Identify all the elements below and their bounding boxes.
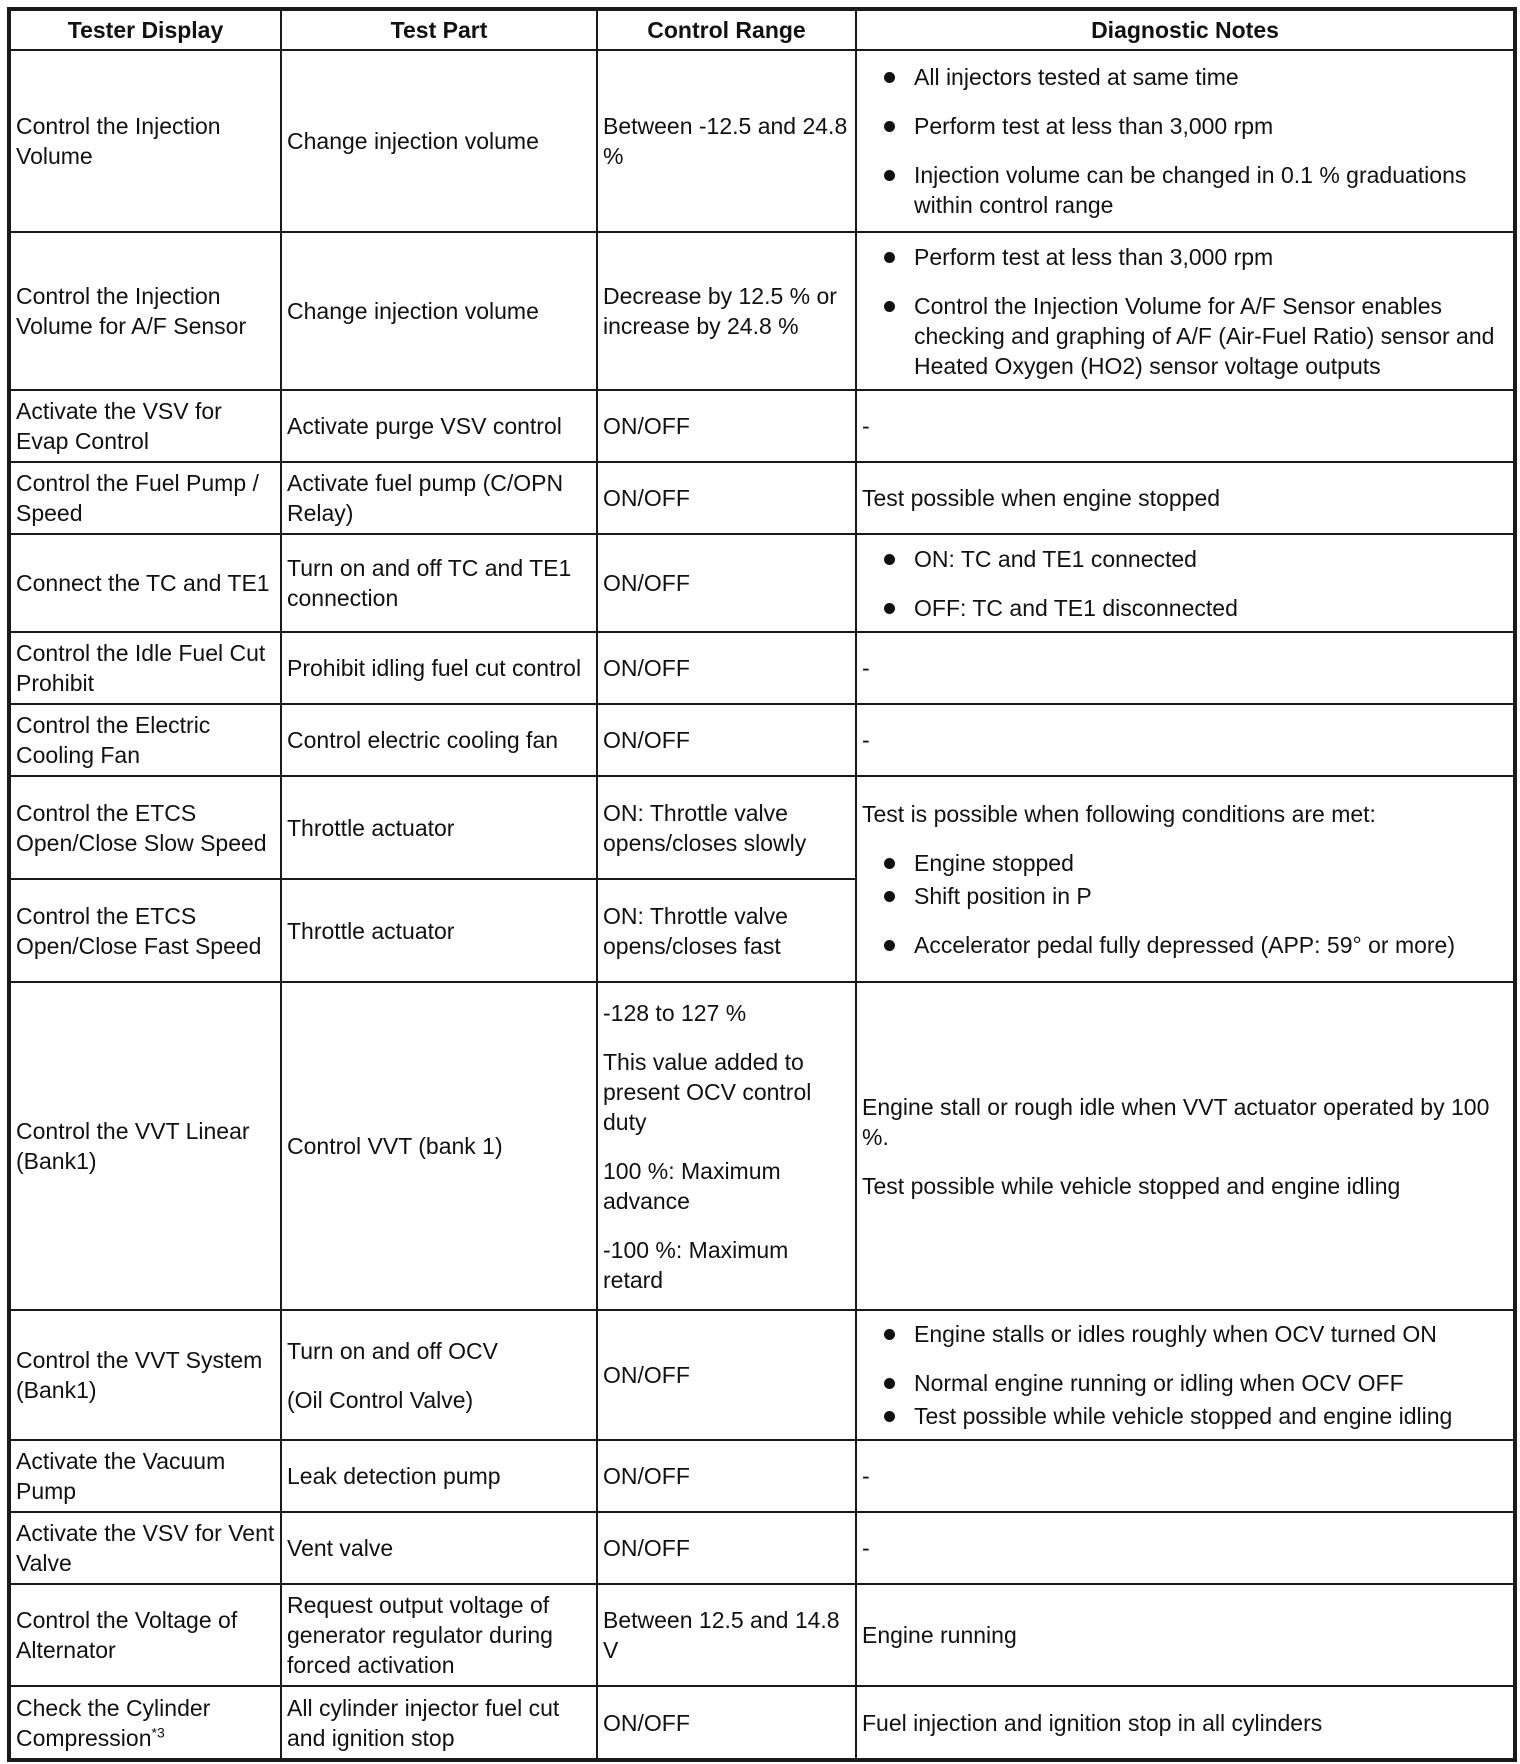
test-part-cell: Turn on and off TC and TE1 connection: [281, 534, 597, 632]
tester-display-cell: Control the Injection Volume for A/F Sensor: [9, 232, 281, 390]
test-part-cell: Activate purge VSV control: [281, 390, 597, 462]
control-range-cell: ON/OFF: [597, 1512, 856, 1584]
diagnostic-notes-cell: -: [856, 1512, 1515, 1584]
tester-display-cell: Control the VVT Linear (Bank1): [9, 982, 281, 1310]
diagnostic-notes-cell: [856, 982, 1515, 1310]
note-line: Engine stall or rough idle when VVT actuator operated by 100 %.: [862, 1093, 1490, 1150]
tester-display-cell: Control the ETCS Open/Close Fast Speed: [9, 879, 281, 982]
control-range-cell: ON/OFF: [597, 1310, 856, 1440]
test-part-cell: Change injection volume: [281, 232, 597, 390]
control-range-cell: ON/OFF: [597, 534, 856, 632]
range-line: 100 %: Maximum advance: [603, 1157, 781, 1214]
table-row: [9, 704, 1515, 776]
control-range-cell: Decrease by 12.5 % or increase by 24.8 %: [597, 232, 856, 390]
test-part-cell: Leak detection pump: [281, 1440, 597, 1512]
diagnostic-notes-cell: Fuel injection and ignition stop in all cylinders: [856, 1686, 1515, 1760]
test-part-cell: Activate fuel pump (C/OPN Relay): [281, 462, 597, 534]
test-part-cell: Control VVT (bank 1): [281, 982, 597, 1310]
footnote-marker: *3: [151, 1723, 165, 1740]
note-line: Test possible while vehicle stopped and engine idling: [862, 1172, 1401, 1199]
table-row: [9, 534, 1515, 632]
table-header-row: [9, 9, 1515, 50]
note-item: Normal engine running or idling when OCV OFF: [862, 1368, 1508, 1398]
control-range-cell: ON/OFF: [597, 462, 856, 534]
test-part-cell: Prohibit idling fuel cut control: [281, 632, 597, 704]
control-range-cell: Between 12.5 and 14.8 V: [597, 1584, 856, 1686]
diagnostic-notes-cell: -: [856, 390, 1515, 462]
note-item: Control the Injection Volume for A/F Sensor enables checking and graphing of A/F (Air-Fuel Ratio) sensor and Heated Oxygen (HO2) sensor voltage outputs: [862, 291, 1508, 381]
note-item: ON: TC and TE1 connected: [862, 544, 1508, 574]
diagnostic-notes-cell: [856, 534, 1515, 632]
note-intro: Test is possible when following conditions are met:: [862, 800, 1376, 827]
diagnostic-notes-cell: [856, 776, 1515, 982]
header-test-part: Test Part: [281, 9, 597, 50]
table-row: [9, 462, 1515, 534]
diagnostic-table-container: [7, 7, 1513, 1757]
tester-display-cell: Control the VVT System (Bank1): [9, 1310, 281, 1440]
range-line: -100 %: Maximum retard: [603, 1236, 789, 1293]
header-control-range: Control Range: [597, 9, 856, 50]
diagnostic-notes-cell: Engine running: [856, 1584, 1515, 1686]
note-item: All injectors tested at same time: [862, 62, 1508, 92]
diagnostic-notes-cell: [856, 1310, 1515, 1440]
table-row: [9, 1512, 1515, 1584]
control-range-cell: ON/OFF: [597, 1686, 856, 1760]
tester-display-cell: Control the Fuel Pump / Speed: [9, 462, 281, 534]
control-range-cell: ON/OFF: [597, 704, 856, 776]
header-tester-display: Tester Display: [9, 9, 281, 50]
table-row: [9, 1310, 1515, 1440]
test-part-cell: Vent valve: [281, 1512, 597, 1584]
note-item: Perform test at less than 3,000 rpm: [862, 111, 1508, 141]
diagnostic-notes-cell: [856, 232, 1515, 390]
table-row: [9, 1686, 1515, 1760]
table-row: [9, 50, 1515, 232]
test-part-cell: Request output voltage of generator regulator during forced activation: [281, 1584, 597, 1686]
table-row: [9, 632, 1515, 704]
tester-display-text: Check the Cylinder Compression: [16, 1694, 211, 1751]
note-item: Shift position in P: [862, 881, 1508, 911]
test-part-cell: Control electric cooling fan: [281, 704, 597, 776]
note-item: Test possible while vehicle stopped and engine idling: [862, 1401, 1508, 1431]
test-part-cell: Throttle actuator: [281, 776, 597, 879]
test-part-cell: Change injection volume: [281, 50, 597, 232]
table-row: [9, 1440, 1515, 1512]
control-range-cell: ON/OFF: [597, 1440, 856, 1512]
table-row: [9, 232, 1515, 390]
tester-display-cell: Connect the TC and TE1: [9, 534, 281, 632]
control-range-cell: Between -12.5 and 24.8 %: [597, 50, 856, 232]
tester-display-cell: Control the Voltage of Alternator: [9, 1584, 281, 1686]
range-line: -128 to 127 %: [603, 999, 747, 1026]
diagnostic-notes-cell: [856, 50, 1515, 232]
part-line: (Oil Control Valve): [287, 1386, 474, 1413]
diagnostic-notes-cell: -: [856, 704, 1515, 776]
diagnostic-notes-cell: Test possible when engine stopped: [856, 462, 1515, 534]
control-range-cell: ON/OFF: [597, 390, 856, 462]
control-range-cell: ON: Throttle valve opens/closes slowly: [597, 776, 856, 879]
active-test-table: [7, 7, 1517, 1762]
tester-display-cell: Activate the VSV for Evap Control: [9, 390, 281, 462]
table-row: [9, 390, 1515, 462]
note-item: OFF: TC and TE1 disconnected: [862, 593, 1508, 623]
tester-display-cell: Control the Injection Volume: [9, 50, 281, 232]
diagnostic-notes-cell: -: [856, 632, 1515, 704]
header-diagnostic-notes: Diagnostic Notes: [856, 9, 1515, 50]
note-item: Injection volume can be changed in 0.1 % graduations within control range: [862, 160, 1508, 220]
control-range-cell: ON/OFF: [597, 632, 856, 704]
note-item: Perform test at less than 3,000 rpm: [862, 242, 1508, 272]
note-item: Engine stalls or idles roughly when OCV turned ON: [862, 1319, 1508, 1349]
diagnostic-notes-cell: -: [856, 1440, 1515, 1512]
table-row: [9, 982, 1515, 1310]
part-line: Turn on and off OCV: [287, 1337, 498, 1364]
note-item: Accelerator pedal fully depressed (APP: 59° or more): [862, 930, 1508, 960]
tester-display-cell: [9, 1686, 281, 1760]
tester-display-cell: Control the Electric Cooling Fan: [9, 704, 281, 776]
test-part-cell: [281, 1310, 597, 1440]
table-row: [9, 776, 1515, 879]
tester-display-cell: Activate the VSV for Vent Valve: [9, 1512, 281, 1584]
table-row: [9, 1584, 1515, 1686]
test-part-cell: All cylinder injector fuel cut and ignition stop: [281, 1686, 597, 1760]
note-item: Engine stopped: [862, 848, 1508, 878]
control-range-cell: [597, 982, 856, 1310]
tester-display-cell: Control the Idle Fuel Cut Prohibit: [9, 632, 281, 704]
test-part-cell: Throttle actuator: [281, 879, 597, 982]
tester-display-cell: Activate the Vacuum Pump: [9, 1440, 281, 1512]
tester-display-cell: Control the ETCS Open/Close Slow Speed: [9, 776, 281, 879]
range-line: This value added to present OCV control duty: [603, 1048, 812, 1135]
control-range-cell: ON: Throttle valve opens/closes fast: [597, 879, 856, 982]
